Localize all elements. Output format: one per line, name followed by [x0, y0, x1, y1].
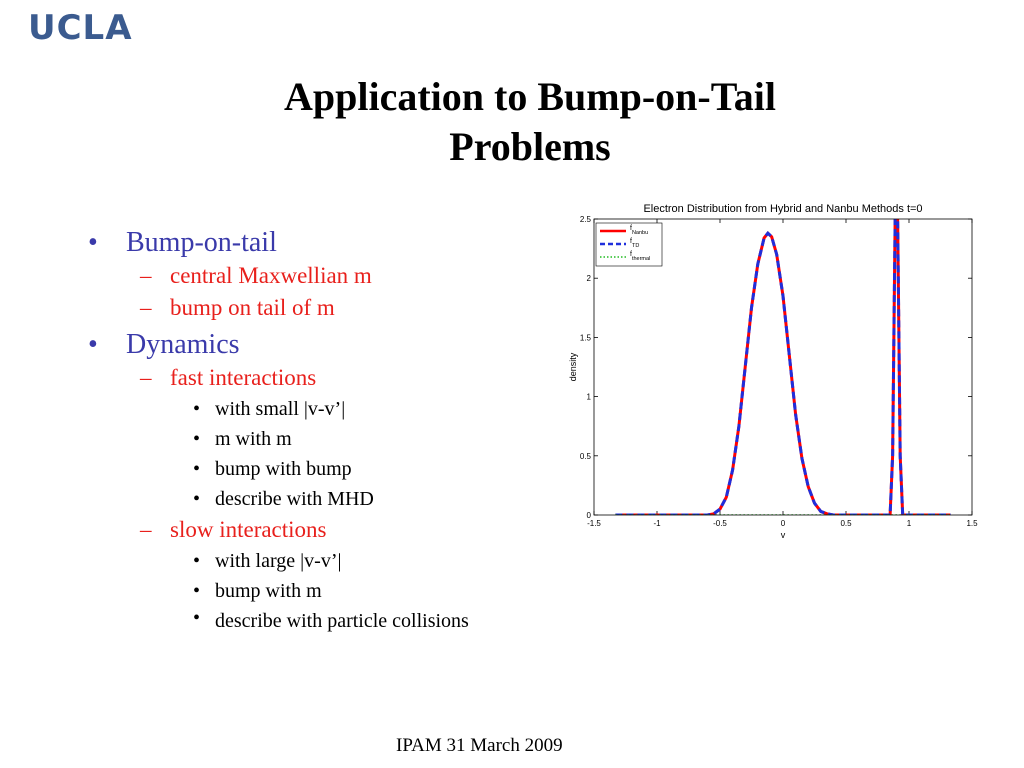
bullet-list [88, 222, 488, 633]
y-tick-label: 0 [586, 511, 591, 520]
x-tick-label: 0 [780, 519, 786, 528]
x-tick-label: 1 [906, 519, 912, 528]
x-tick-label: -0.5 [713, 519, 727, 528]
legend-box [596, 223, 662, 266]
y-tick-label: 1.5 [579, 333, 591, 343]
sub-bullet-fast-interactions: – fast interactions [88, 362, 488, 394]
sub-sub-bullet-bump-with-m: • bump with m [88, 576, 488, 606]
x-tick-label: -1 [653, 519, 661, 528]
x-tick-label: 1.5 [966, 519, 978, 528]
chart-legend [596, 223, 662, 266]
electron-distribution-chart [558, 196, 998, 546]
y-tick-label: 1 [586, 392, 591, 402]
slide-title: Application to Bump-on-Tail Problems [284, 74, 776, 169]
sub-bullet-slow-interactions: – slow interactions [88, 514, 488, 546]
x-axis-label: v [780, 530, 786, 540]
sub-bullet-bump-on-tail-of-m: – bump on tail of m [88, 292, 488, 324]
slide-footer: IPAM 31 March 2009 [396, 735, 563, 756]
sub-sub-bullet-large-v: • with large |v-v’| [88, 546, 488, 576]
y-tick-label: 0.5 [579, 451, 591, 461]
x-tick-label: 0.5 [840, 519, 852, 528]
legend-label-nanbu: $f_{Nanbu}$ [630, 225, 649, 236]
legend-label-thermal: $f_{thermal}$ [630, 251, 651, 262]
chart-title: Electron Distribution from Hybrid and Nanbu Methods t=0 [643, 203, 923, 215]
bullet-dynamics: • Dynamics [88, 328, 488, 362]
bullet-bump-on-tail: • Bump-on-tail [88, 226, 488, 260]
sub-sub-bullet-m-with-m: • m with m [88, 424, 488, 454]
sub-sub-bullet-mhd: • describe with MHD [88, 484, 488, 514]
y-axis-label: density [568, 352, 578, 382]
sub-sub-bullet-particle-collisions: • describe with particle collisions [88, 606, 488, 633]
sub-bullet-central-maxwellian: – central Maxwellian m [88, 260, 488, 292]
sub-sub-bullet-small-v: • with small |v-v’| [88, 394, 488, 424]
ucla-logo: UCLA [28, 8, 133, 48]
x-tick-label: -1.5 [587, 519, 601, 528]
sub-sub-bullet-bump-with-bump: • bump with bump [88, 454, 488, 484]
y-tick-label: 2 [586, 274, 591, 284]
legend-label-td: $f_{TD}$ [630, 238, 640, 249]
y-tick-label: 2.5 [579, 215, 591, 224]
